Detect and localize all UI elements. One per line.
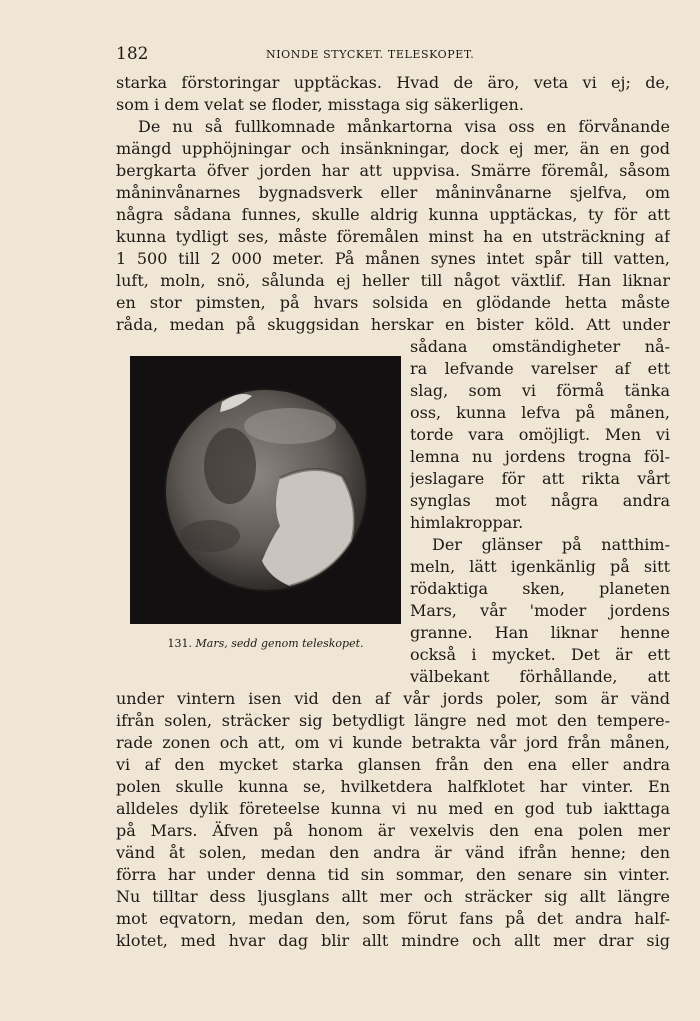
text-line: förra har under denna tid sin sommar, den senare sin vinter. [116, 865, 670, 884]
text-line: vi af den mycket starka glansen från den ena eller andra [116, 755, 670, 774]
text-line: som i dem velat se floder, misstaga sig säkerligen. [116, 95, 524, 114]
text-line: lemna nu jordens trogna föl- [410, 447, 670, 466]
text-line: klotet, med hvar dag blir allt mindre och allt mer drar sig [116, 931, 670, 950]
text-line: jeslagare för att rikta vårt [410, 469, 670, 488]
text-line: en stor pimsten, på hvars solsida en glödande hetta måste [116, 293, 670, 312]
text-line: himlakroppar. [410, 513, 524, 532]
text-line: rade zonen och att, om vi kunde betrakta vår jord från månen, [116, 733, 670, 752]
text-line: luft, moln, snö, sålunda ej heller till något växtlif. Han liknar [116, 271, 670, 290]
figure-number: 131. [167, 637, 192, 650]
page-number: 182 [116, 44, 149, 64]
text-line: välbekant förhållande, att [410, 667, 670, 686]
page-header [116, 44, 670, 64]
mars-figure [130, 356, 401, 624]
text-line: ra lefvande varelser af ett [410, 359, 670, 378]
figure-caption-text: Mars, sedd genom teleskopet. [195, 637, 364, 650]
text-line: polen skulle kunna se, hvilketdera halfklotet har vinter. En [116, 777, 670, 796]
text-line: Mars, vår 'moder jordens [410, 601, 670, 620]
text-line: sådana omständigheter nå- [410, 337, 670, 356]
text-line: slag, som vi förmå tänka [410, 381, 670, 400]
text-line: granne. Han liknar henne [410, 623, 670, 642]
text-line: mängd upphöjningar och insänkningar, dock ej mer, än en god [116, 139, 670, 158]
text-line: mot eqvatorn, medan den, som förut fans på det andra half- [116, 909, 670, 928]
text-line: måninvånarnes bygnadsverk eller måninvånarne sjelfva, om [116, 183, 670, 202]
text-line: 1 500 till 2 000 meter. På månen synes intet spår till vatten, [116, 249, 670, 268]
text-line: på Mars. Äfven på honom är vexelvis den ena polen mer [116, 821, 670, 840]
text-line: råda, medan på skuggsidan herskar en bister köld. Att under [116, 315, 670, 334]
running-title: NIONDE STYCKET. TELESKOPET. [266, 48, 475, 61]
text-line: starka förstoringar upptäckas. Hvad de äro, veta vi ej; de, [116, 73, 670, 92]
text-line: ifrån solen, sträcker sig betydligt längre ned mot den tempere- [116, 711, 670, 730]
text-line: De nu så fullkomnade månkartorna visa oss en förvånande [138, 117, 670, 136]
text-line: alldeles dylik företeelse kunna vi nu med en god tub iakttaga [116, 799, 670, 818]
text-line: Nu tilltar dess ljusglans allt mer och sträcker sig allt längre [116, 887, 670, 906]
text-line: bergkarta öfver jorden har att uppvisa. Smärre föremål, såsom [116, 161, 670, 180]
text-line: oss, kunna lefva på månen, [410, 403, 670, 422]
text-line: också i mycket. Det är ett [410, 645, 670, 664]
figure-caption [130, 637, 401, 650]
text-line: vänd åt solen, medan den andra är vänd ifrån henne; den [116, 843, 670, 862]
text-line: några sådana funnes, skulle aldrig kunna upptäckas, ty för att [116, 205, 670, 224]
text-line: synglas mot några andra [410, 491, 670, 510]
mars-planet-illustration [130, 356, 401, 624]
text-line: under vintern isen vid den af vår jords poler, som är vänd [116, 689, 670, 708]
text-line: Der glänser på natthim- [432, 535, 670, 554]
text-line: meln, lätt igenkänlig på sitt [410, 557, 670, 576]
text-line: kunna tydligt ses, måste föremålen minst ha en utsträckning af [116, 227, 670, 246]
text-line: torde vara omöjligt. Men vi [410, 425, 670, 444]
text-line: rödaktiga sken, planeten [410, 579, 670, 598]
